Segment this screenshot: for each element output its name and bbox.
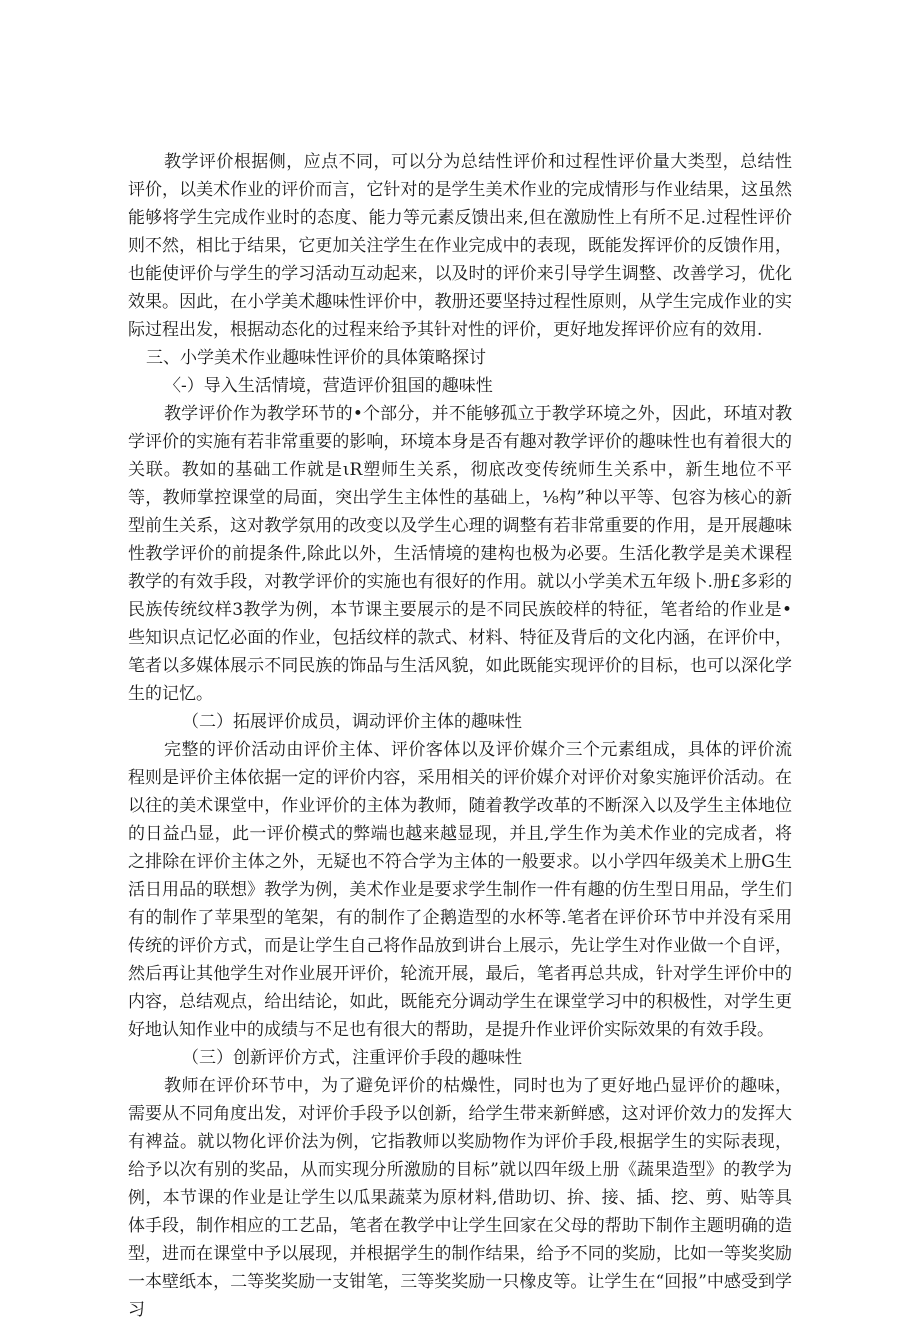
subheading-life-context: 〈-）导入生活情境，营造评价狙国的趣味性 — [164, 376, 493, 396]
paragraph-expand-evaluators: 完整的评价活动由评价主体、评价客体以及评价媒介三个元素组成，具体的评价流程则是评价主体依据一定的评价内容，采用相关的评价媒介对评价对象实施评价活动。在以往的美术课堂中，作业评价的主体为教师，随着教学改革的不断深入以及学生主体地位的日益凸显，此一评价模式的弊端也越来越显现，并且,学生作为美术作业的完成者，将之排除在评价主体之外，无疑也不符合学为主体的一般要求。以小学四年级美术上册G生活日用品的联想》教学为例，美术作业是要求学生制作一件有趣的仿生型日用品，学生们有的制作了苹果型的笔架，有的制作了企鹅造型的水杯等.笔者在评价环节中并没有采用传统的评价方式，而是让学生自己将作品放到讲台上展示，先让学生对作业做一个自评，然后再让其他学生对作业展开评价，轮流开展，最后，笔者再总共成，针对学生评价中的内容，总结观点，给出结论，如此，既能充分调动学生在课堂学习中的积极性，对学生更好地认知作业中的成绩与不足也有很大的帮助，是提升作业评价实际效果的有效手段。 — [128, 740, 792, 1040]
paragraph-innovate-methods: 教师在评价环节中，为了避免评价的枯燥性，同时也为了更好地凸显评价的趣味，需要从不同角度出发，对评价手段予以创新，给学生带来新鲜感，这对评价效力的发挥大有裨益。就以物化评价法为例，它指教师以奖励物作为评价手段,根据学生的实际表现，给予以次有别的奖品，从而实现分所激励的目标”就以四年级上册《蔬果造型》的教学为例，本节课的作业是让学生以瓜果蔬菜为原材料,借助切、拚、接、插、挖、剪、贴等具体手段，制作相应的工艺品，笔者在教学中让学生回家在父母的帮助下制作主题明确的造型，进而在课堂中予以展现，并根据学生的制作结果，给予不同的奖励，比如一等奖奖励一本壁纸本，二等奖奖励一支钳笔，三等奖奖励一只橡皮等。让学生在“回报”中感受到学习 — [128, 1076, 792, 1320]
subheading-expand-evaluators: （二）拓展评价成员，调动评价主体的趣味性 — [182, 712, 522, 732]
paragraph-summative-vs-process-evaluation: 教学评价根据侧，应点不同，可以分为总结性评价和过程性评价量大类型，总结性评价，以美术作业的评价而言，它针对的是学生美术作业的完成情形与作业结果，这虽然能够将学生完成作业时的态度、能力等元素反馈出来,但在激励性上有所不足.过程性评价则不然，相比于结果，它更加关注学生在作业完成中的表现，既能发挥评价的反馈作用，也能使评价与学生的学习活动互动起来，以及时的评价来引导学生调整、改善学习，优化效果。因此，在小学美术趣味性评价中，教册还要坚持过程性原则，从学生完成作业的实际过程出发，根据动态化的过程来给予其针对性的评价，更好地发挥评价应有的效用. — [128, 152, 792, 340]
paragraph-life-context: 教学评价作为教学环节的•个部分，并不能够孤立于教学环境之外，因此，环埴对教学评价的实施有若非常重要的影响，环境本身是否有趣对教学评价的趣味性也有着很大的关联。教如的基础工作就是ιR塑师生关系，彻底改变传统师生关系中，新生地位不平等，教师掌控课堂的局面，突出学生主体性的基础上，⅛构”种以平等、包容为核心的新型前生关系，这对教学氛用的改变以及学生心理的调整有若非常重要的作用，是开展趣味性教学评价的前提条件,除此以外，生活情境的建构也极为必要。生活化教学是美术课程教学的有效手段，对教学评价的实施也有很好的作用。就以小学美术五年级卜.册£多彩的民族传统纹样3教学为例，本节课主要展示的是不同民族皎样的特征，笔者给的作业是•些知识点记忆必面的作业，包括纹样的款式、材料、特征及背后的文化内涵，在评价中，笔者以多媒体展示不同民族的饰品与生活风貌，如此既能实现评价的目标，也可以深化学生的记忆。 — [128, 404, 792, 704]
section-heading-strategies: 三、小学美术作业趣味性评价的具体策略探讨 — [146, 348, 486, 368]
document-body — [128, 148, 792, 1324]
subheading-innovate-methods: （三）创新评价方式，注重评价手段的趣味性 — [182, 1048, 522, 1068]
